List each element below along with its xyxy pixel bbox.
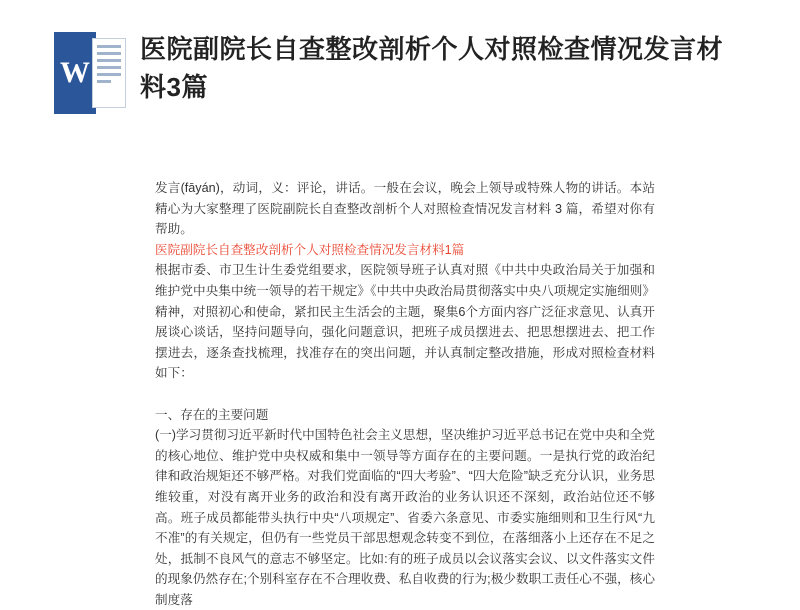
word-icon-line xyxy=(97,73,121,76)
word-icon-line xyxy=(97,66,121,69)
word-icon-line xyxy=(97,45,121,48)
word-icon-letter: W xyxy=(60,56,90,89)
word-icon-line xyxy=(97,52,121,55)
page-title: 医院副院长自查整改剖析个人对照检查情况发言材料3篇 xyxy=(140,34,724,102)
paragraph-intro: 发言(fāyán)，动词，义：评论，讲话。一般在会议，晚会上领导或特殊人物的讲话。本站精心为大家整理了医院副院长自查整改剖析个人对照检查情况发言材料 3 篇，希望对你有帮助。 xyxy=(155,181,655,237)
word-icon-badge xyxy=(54,32,96,114)
word-icon-page xyxy=(92,38,126,108)
paragraph-heading-1: 一、存在的主要问题 xyxy=(155,407,269,422)
paragraph-body-1: 根据市委、市卫生计生委党组要求，医院领导班子认真对照《中共中央政治局关于加强和维护党中央集中统一领导的若干规定》《中共中央政治局贯彻落实中央八项规定实施细则》精神，对照初心和使命，紧扣民主生活会的主题，聚集6个方面内容广泛征求意见、认真开展谈心谈话，坚持问题导向，强化问题意识，把班子成员摆进去、把思想摆进去、把工作摆进去，逐条查找梳理，找准存在的突出问题，并认真制定整改措施，形成对照检查材料如下： xyxy=(155,263,655,381)
paragraph-spacer xyxy=(155,384,655,405)
document-header xyxy=(54,30,754,130)
paragraph-body-2: (一)学习贯彻习近平新时代中国特色社会主义思想，坚决维护习近平总书记在党中央和全党的核心地位、维护党中央权威和集中一领导等方面存在的主要问题。一是执行党的政治纪律和政治规矩还不够严格。对我们党面临的“四大考验”、“四大危险”缺乏充分认识，业务思维较重，对没有离开业务的政治和没有离开政治的业务认识还不深刻，政治站位还不够高。班子成员都能带头执行中央“八项规定”、省委六条意见、市委实施细则和卫生行风“九不准”的有关规定，但仍有一些党员干部思想观念转变不到位，在落细落小上还存在不足之处，抵制不良风气的意志不够坚定。比如:有的班子成员以会议落实会议、以文件落实文件的现象仍然存在;个别科室存在不合理收费、私自收费的行为;极少数职工责任心不强，核心制度落 xyxy=(155,428,655,607)
document-body xyxy=(155,178,655,610)
paragraph-subtitle: 医院副院长自查整改剖析个人对照检查情况发言材料1篇 xyxy=(155,242,465,257)
word-document-icon xyxy=(54,32,126,114)
word-icon-line xyxy=(97,80,111,83)
word-icon-line xyxy=(97,59,121,62)
